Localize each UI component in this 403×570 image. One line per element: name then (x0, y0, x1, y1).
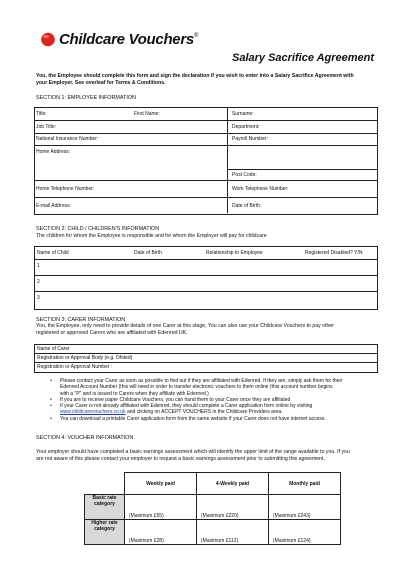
page-title: Salary Sacrifice Agreement (232, 52, 375, 64)
bullet-1-line-1: • Please contact your Carer as soon as possible to find out if they are affiliated with Edenred. If they are, simply ask them for their (60, 378, 343, 384)
col-registered-disabled: Registered Disabled? Y/N (305, 250, 363, 256)
registration-number-field[interactable]: Registration or Approval Number : (37, 364, 113, 370)
col-relationship: Relationship to Employee (206, 250, 263, 256)
childcare-logo-icon (40, 31, 56, 47)
payroll-number-field[interactable]: Payroll Number: (232, 136, 268, 142)
ni-number-field[interactable]: National Insurance Number: (36, 136, 99, 142)
date-of-birth-field[interactable]: Date of Birth: (232, 203, 262, 209)
brand-reg-mark: ® (193, 33, 199, 39)
section3-text-line-1: You, the Employee, only need to provide details of one Carer at this stage, You can also use your Childcare Vouchers to pay other (36, 323, 334, 329)
home-telephone-field[interactable]: Home Telephone Number: (36, 186, 95, 192)
child-row-2[interactable]: 2 (37, 279, 40, 285)
col-name-of-child: Name of Child (37, 250, 69, 256)
employee-info-table (34, 107, 378, 215)
list-item (50, 416, 380, 422)
carer-name-field[interactable]: Name of Carer (37, 346, 70, 352)
section4-heading: SECTION 4: VOUCHER INFORMATION (36, 435, 134, 441)
child-row-1[interactable]: 1 (37, 263, 40, 269)
col-date-of-birth: Date of Birth (134, 250, 162, 256)
higher-weekly-cell[interactable]: (Maximum £28) (125, 520, 197, 545)
table-corner (85, 473, 125, 495)
title-field[interactable]: Title: (36, 111, 47, 117)
voucher-table (84, 472, 341, 545)
section3-heading: SECTION 3: CARER INFORMATION (36, 317, 126, 323)
row-higher-rate: Higher rate category (85, 520, 125, 545)
intro-line-1: You, the Employee should complete this form and sign the declaration if you wish to enter into a Salary Sacrifice Agreement with (36, 73, 354, 79)
section1-heading: SECTION 1: EMPLOYEE INFORMATION (36, 95, 136, 101)
email-field[interactable]: E-mail Address: (36, 203, 72, 209)
bullet-3-line-1: • If your Carer is not already affiliated with Edenred, they should complete a Carer application form online by visiting (60, 403, 313, 410)
col-weekly-paid: Weekly paid (125, 473, 197, 495)
registration-body-field[interactable]: Registration or Approval Body (e.g. Ofsted) (37, 355, 133, 361)
section3-text-line-2: registered or approved Carers who are affiliated with Edenred UK. (36, 329, 188, 336)
job-title-field[interactable]: Job Title: (36, 124, 57, 130)
bullet-4-text: You can download a printable Carer application form from the same website if your Carer does not have internet access. (60, 415, 326, 422)
higher-monthly-cell[interactable]: (Maximum £124) (269, 520, 341, 545)
bullet-1-line-2: Edenred Account Number (this will need in order to transfer electronic vouchers to them online (this account number begins (60, 384, 333, 391)
section4-text (36, 449, 381, 462)
row-basic-rate: Basic rate category (85, 495, 125, 520)
surname-field[interactable]: Surname: (232, 111, 254, 117)
intro-line-2: your Employer. See overleaf for Terms & Conditions. (36, 79, 166, 86)
carer-instructions-list (50, 378, 380, 422)
section4-text-line-1: Your employer should have completed a basic earnings assessment which will identify the upper limit of the range available to you. If you (36, 449, 350, 455)
section4-text-line-2: are not aware of this please contact your employer to request a basic earnings assessment prior to submitting this agreement. (36, 455, 325, 462)
list-item (50, 403, 380, 416)
higher-4weekly-cell[interactable]: (Maximum £112) (197, 520, 269, 545)
section2-heading: SECTION 2: CHILD / CHILDREN'S INFORMATION (36, 226, 160, 232)
work-telephone-field[interactable]: Work Telephone Number: (232, 186, 289, 192)
section2-subtext: The children for whom the Employee is responsible and for whom the Employer will pay for childcare (36, 233, 267, 239)
bullet-1-line-3: with a "P" and is issued to Carers when they affiliate with Edenred.) (60, 390, 209, 397)
post-code-field[interactable]: Post Code: (232, 172, 257, 178)
brand-logo (40, 28, 198, 50)
home-address-field[interactable]: Home Address: (36, 149, 71, 155)
col-4weekly-paid: 4-Weekly paid (197, 473, 269, 495)
childcare-vouchers-link[interactable]: www.childcarevouchers.co.uk (60, 409, 126, 416)
first-name-field[interactable]: First Name: (134, 111, 160, 117)
section3-text (36, 323, 381, 336)
col-monthly-paid: Monthly paid (269, 473, 341, 495)
basic-monthly-cell[interactable]: (Maximum £243) (269, 495, 341, 520)
brand-name: Childcare Vouchers (59, 30, 194, 48)
department-field[interactable]: Department: (232, 124, 260, 130)
basic-4weekly-cell[interactable]: (Maximum £220) (197, 495, 269, 520)
bullet-3-line-2: and clicking on ACCEPT VOUCHERS in the Childcare Providers area. (125, 409, 283, 416)
bullet-2-text: If you are to receive paper Childcare Vouchers, you can hand them to your Carer once they are affiliated (60, 396, 291, 403)
basic-weekly-cell[interactable]: (Maximum £55) (125, 495, 197, 520)
child-row-3[interactable]: 3 (37, 295, 40, 301)
intro-text (36, 73, 381, 86)
list-item (50, 378, 380, 397)
